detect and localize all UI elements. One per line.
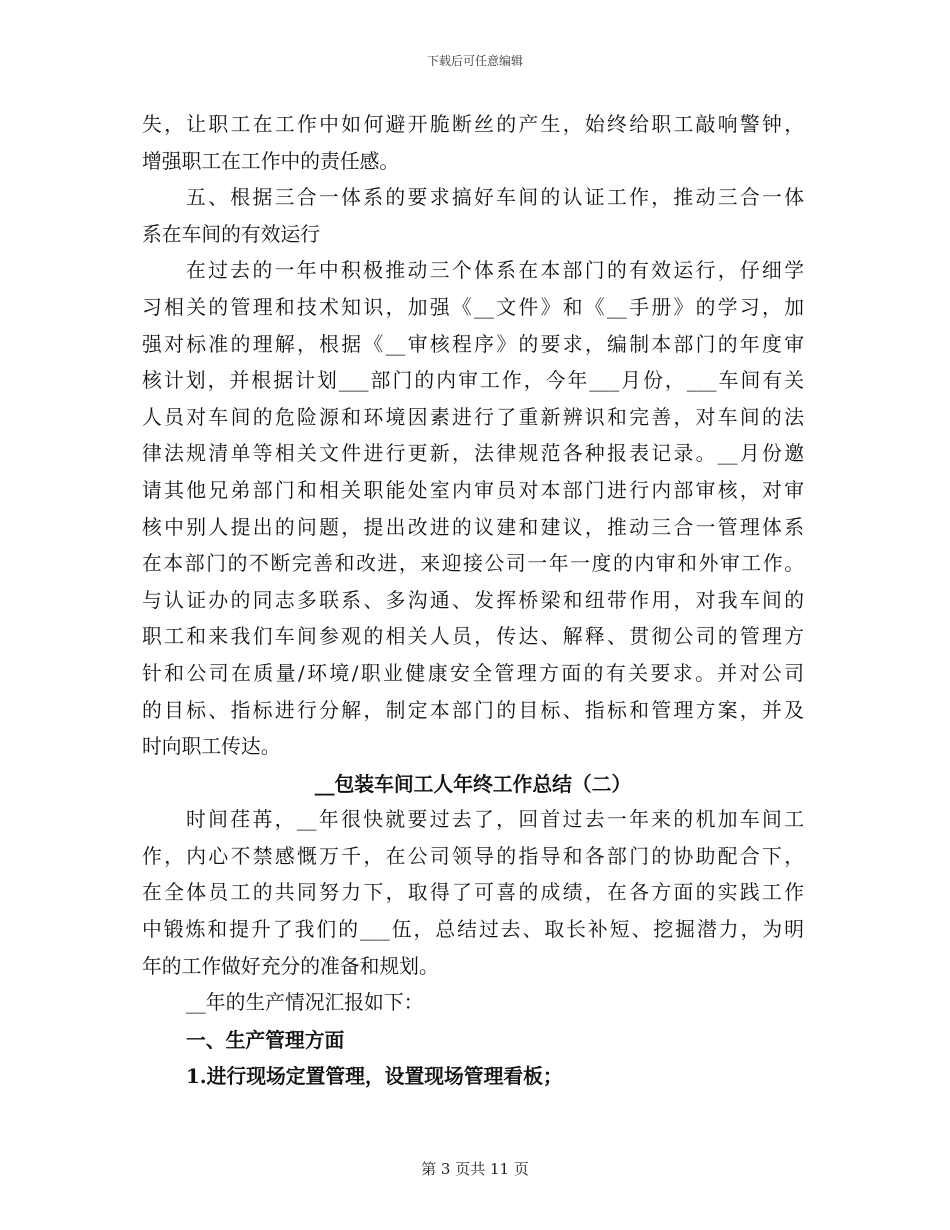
paragraph-line: 强对标准的理解，根据《__审核程序》的要求，编制本部门的年度审 (142, 332, 804, 356)
paragraph-line: 失，让职工在工作中如何避开脆断丝的产生，始终给职工敲响警钟， (142, 113, 804, 136)
paragraph-line: 律法规清单等相关文件进行更新，法律规范各种报表记录。__月份邀 (142, 442, 804, 466)
section-heading-line: 五、根据三合一体系的要求搞好车间的认证工作，推动三合一体 (186, 186, 804, 210)
paragraph-line: 在全体员工的共同努力下，取得了可喜的成绩，在各方面的实践工作 (142, 881, 804, 905)
section-heading: 一、生产管理方面 (186, 1027, 345, 1052)
page-header: 下载后可任意编辑 (426, 54, 523, 68)
paragraph-line: 在本部门的不断完善和改进，来迎接公司一年一度的内审和外审工作。 (142, 552, 804, 576)
subsection-heading: 1.进行现场定置管理，设置现场管理看板； (186, 1064, 563, 1089)
paragraph-line: 中锻炼和提升了我们的___伍，总结过去、取长补短、挖掘潜力，为明 (142, 918, 804, 942)
paragraph-line: 年的工作做好充分的准备和规划。 (142, 954, 439, 978)
paragraph-line: 人员对车间的危险源和环境因素进行了重新辨识和完善，对车间的法 (142, 405, 804, 429)
paragraph-line: 职工和来我们车间参观的相关人员，传达、解释、贯彻公司的管理方 (142, 625, 804, 649)
page-footer: 第 3 页共 11 页 (421, 1160, 529, 1178)
section-heading-line: 系在车间的有效运行 (142, 222, 321, 246)
paragraph-line: 时向职工传达。 (142, 735, 281, 759)
paragraph-line: __年的生产情况汇报如下： (186, 991, 424, 1015)
document-body (142, 107, 804, 1095)
paragraph-line: 时间荏苒，__年很快就要过去了，回首过去一年来的机加车间工 (186, 808, 804, 832)
paragraph-line: 习相关的管理和技术知识，加强《__文件》和《__手册》的学习，加 (142, 295, 804, 319)
paragraph-line: 核计划，并根据计划___部门的内审工作，今年___月份，___车间有关 (142, 369, 804, 393)
paragraph-line: 与认证办的同志多联系、多沟通、发挥桥梁和纽带作用，对我车间的 (142, 588, 804, 612)
paragraph-line: 核中别人提出的问题，提出改进的议建和建议，推动三合一管理体系 (142, 515, 804, 539)
document-title: __包装车间工人年终工作总结（二） (314, 771, 632, 796)
paragraph-line: 请其他兄弟部门和相关职能处室内审员对本部门进行内部审核，对审 (142, 478, 804, 502)
paragraph-line: 增强职工在工作中的责任感。 (142, 149, 400, 173)
paragraph-line: 作，内心不禁感慨万千，在公司领导的指导和各部门的协助配合下， (142, 844, 804, 868)
paragraph-line: 针和公司在质量/环境/职业健康安全管理方面的有关要求。并对公司 (142, 661, 804, 685)
paragraph-line: 的目标、指标进行分解，制定本部门的目标、指标和管理方案，并及 (142, 698, 804, 722)
paragraph-line: 在过去的一年中积极推动三个体系在本部门的有效运行，仔细学 (186, 259, 804, 283)
